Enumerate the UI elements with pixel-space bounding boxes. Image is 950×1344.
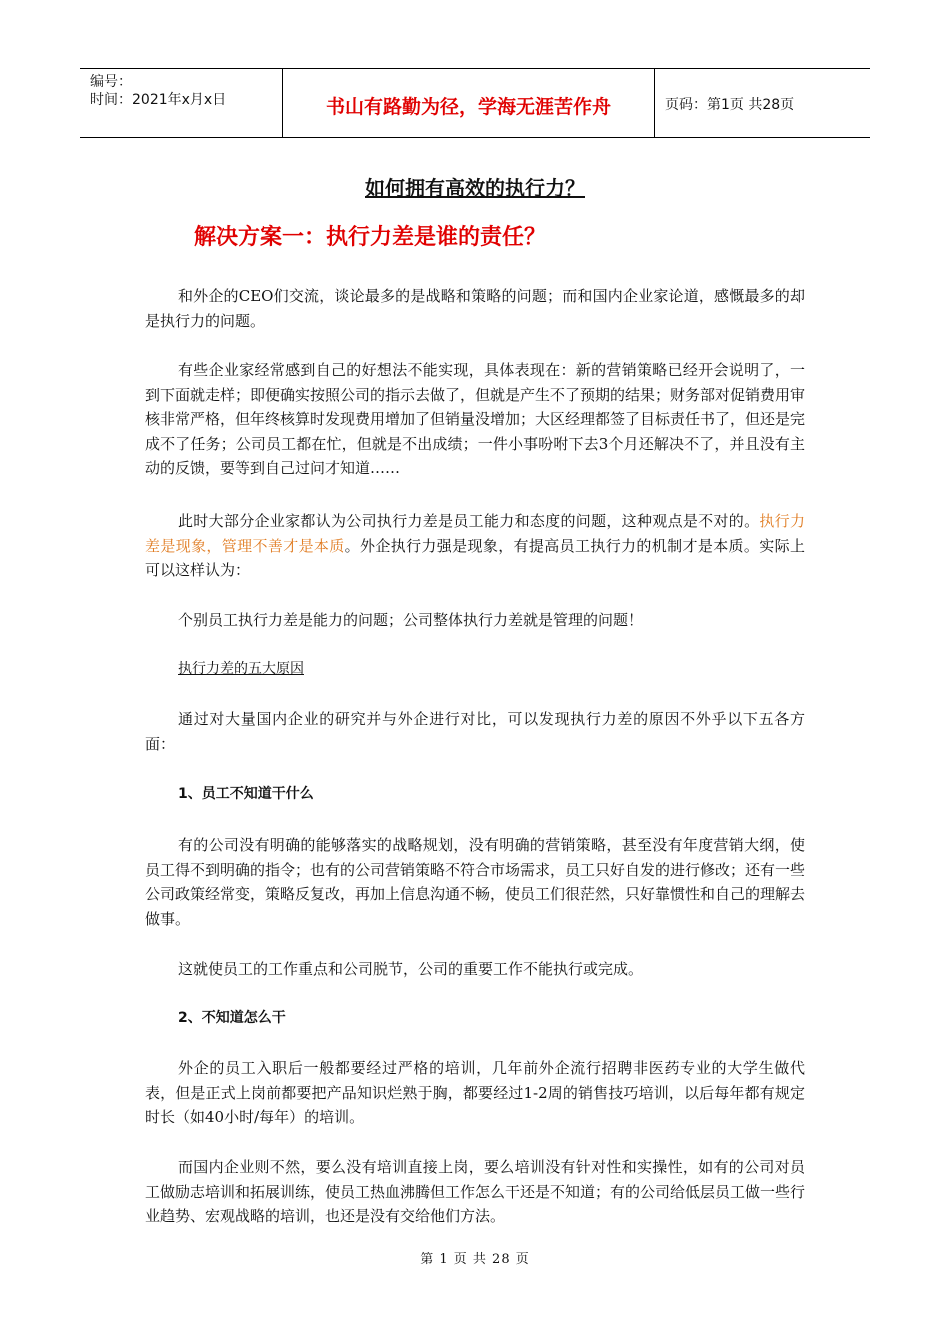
paragraph-reason-1-result: 这就使员工的工作重点和公司脱节，公司的重要工作不能执行或完成。 [178, 960, 644, 978]
paragraph-intro-reasons: 通过对大量国内企业的研究并与外企进行对比，可以发现执行力差的原因不外乎以下五各方面： [145, 710, 805, 753]
header-middle-cell [283, 69, 655, 137]
reason-heading-2: 2、不知道怎么干 [178, 1010, 286, 1026]
paragraph-essence: 此时大部分企业家都认为公司执行力差是员工能力和态度的问题，这种观点是不对的。执行力差是现象，管理不善才是本质。外企执行力强是现象，有提高员工执行力的机制才是本质。实际上可以这样认为： [145, 512, 805, 579]
header-table [80, 68, 870, 138]
section-heading-reasons: 执行力差的五大原因 [178, 661, 304, 677]
header-left-cell [80, 69, 283, 137]
page-info: 页码：第1页 共28页 [665, 97, 795, 113]
paragraph-reason-1: 有的公司没有明确的能够落实的战略规划，没有明确的营销策略，甚至没有年度营销大纲，使员工得不到明确的指令；也有的公司营销策略不符合市场需求，员工只好自发的进行修改；还有一些公司政策经常变，策略反复改，再加上信息沟通不畅，使员工们很茫然，只好靠惯性和自己的理解去做事。 [145, 836, 806, 928]
paragraph-ceo: 和外企的CEO们交流，谈论最多的是战略和策略的问题；而和国内企业家论道，感慨最多的却是执行力的问题。 [145, 287, 805, 330]
reason-heading-1: 1、员工不知道干什么 [178, 786, 314, 802]
solution-subtitle: 解决方案一：执行力差是谁的责任？ [194, 225, 547, 250]
paragraph-foreign-training: 外企的员工入职后一般都要经过严格的培训，几年前外企流行招聘非医药专业的大学生做代表，但是正式上岗前都要把产品知识烂熟于胸，都要经过1-2周的销售技巧培训，以后每年都有规定时长（如40小时/每年）的培训。 [145, 1059, 805, 1126]
number-label: 编号： [90, 74, 132, 90]
motto: 书山有路勤为径，学海无涯苦作舟 [325, 96, 611, 118]
header-right-cell [655, 69, 870, 137]
paragraph-conclusion: 个别员工执行力差是能力的问题；公司整体执行力差就是管理的问题！ [178, 611, 644, 629]
document-title: 如何拥有高效的执行力？ [365, 176, 585, 200]
page-footer: 第 1 页 共 28 页 [420, 1252, 530, 1267]
highlight-text: 执行力差是现象，管理不善才是本质 [145, 512, 805, 555]
paragraph-domestic-training: 而国内企业则不然，要么没有培训直接上岗，要么培训没有针对性和实操性，如有的公司对员工做励志培训和拓展训练，使员工热血沸腾但工作怎么干还是不知道；有的公司给低层员工做一些行业趋势、宏观战略的培训，也还是没有交给他们方法。 [145, 1158, 806, 1225]
paragraph-symptoms: 有些企业家经常感到自己的好想法不能实现，具体表现在：新的营销策略已经开会说明了，一到下面就走样；即便确实按照公司的指示去做了，但就是产生不了预期的结果；财务部对促销费用审核非常严格，但年终核算时发现费用增加了但销量没增加；大区经理都签了目标责任书了，但还是完成不了任务；公司员工都在忙，但就是不出成绩；一件小事吩咐下去3个月还解决不了，并且没有主动的反馈，要等到自己过问才知道…… [145, 361, 806, 477]
time-label: 时间：2021年x月x日 [90, 92, 227, 108]
